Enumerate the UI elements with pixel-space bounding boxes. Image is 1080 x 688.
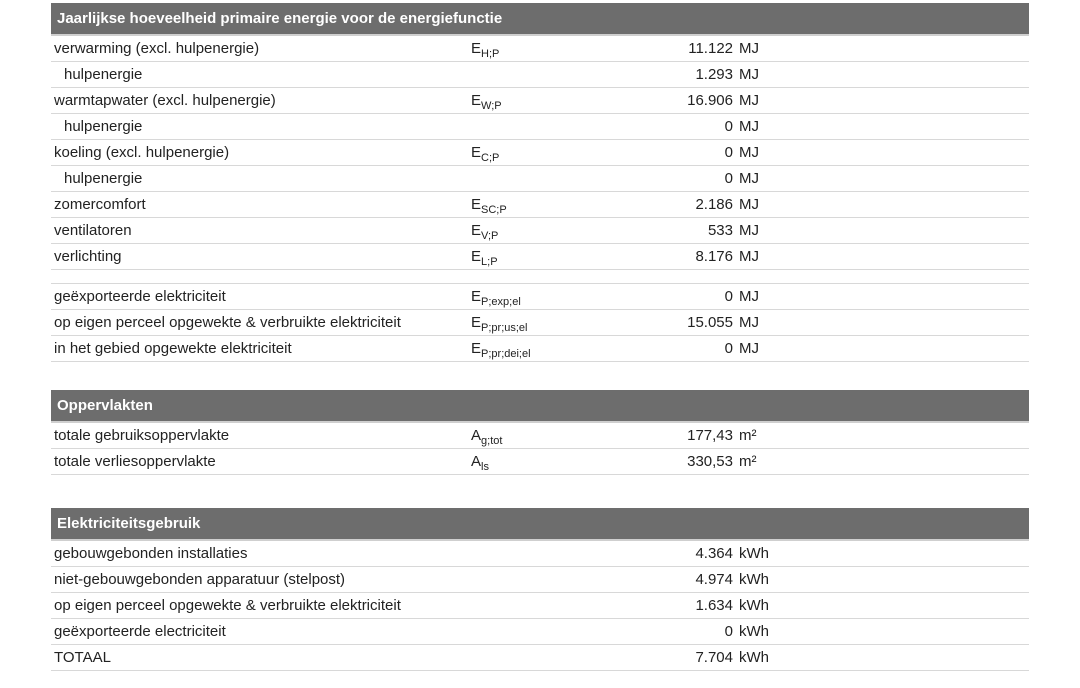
table-row: [51, 193, 1029, 218]
row-symbol: $E_{V;P}$: [471, 222, 499, 242]
row-value: 15.055: [687, 314, 733, 331]
row-label: verlichting: [54, 248, 122, 265]
row-unit: kWh: [739, 649, 769, 666]
table-row: [51, 63, 1029, 88]
row-symbol: $E_{SC;P}$: [471, 196, 507, 216]
row-value: 0: [724, 118, 733, 135]
row-label: geëxporteerde elektriciteit: [54, 288, 226, 305]
row-label: niet-gebouwgebonden apparatuur (stelpost): [54, 571, 346, 588]
row-unit: kWh: [739, 545, 769, 562]
row-label: in het gebied opgewekte elektriciteit: [54, 340, 292, 357]
row-label: zomercomfort: [54, 196, 146, 213]
row-label: hulpenergie: [64, 118, 143, 135]
row-value: 533: [707, 222, 733, 239]
row-unit: MJ: [739, 118, 759, 135]
table-row: [51, 219, 1029, 244]
row-label: verwarming (excl. hulpenergie): [54, 40, 260, 57]
section-header: Jaarlijkse hoeveelheid primaire energie voor de energiefunctie: [51, 3, 1029, 36]
table-row: [51, 337, 1029, 362]
table-row: [51, 311, 1029, 336]
row-unit: MJ: [739, 288, 759, 305]
row-symbol: $E_{P;exp;el}$: [471, 288, 521, 308]
row-unit: MJ: [739, 92, 759, 109]
row-value: 8.176: [695, 248, 733, 265]
row-label: TOTAAL: [54, 649, 111, 666]
table-row: [51, 37, 1029, 62]
table-row: [51, 115, 1029, 140]
row-label: koeling (excl. hulpenergie): [54, 144, 230, 161]
row-unit: MJ: [739, 170, 759, 187]
row-symbol: $E_{H;P}$: [471, 40, 500, 60]
row-label: totale gebruiksoppervlakte: [54, 427, 230, 444]
row-value: 7.704: [695, 649, 733, 666]
row-symbol: $A_{g;tot}$: [471, 427, 503, 447]
table-row: [51, 141, 1029, 166]
electricity-section: [51, 508, 1029, 671]
table-row: [51, 285, 1029, 310]
row-symbol: $A_{ls}$: [471, 453, 489, 473]
row-value: 0: [724, 288, 733, 305]
table-row: [51, 424, 1029, 449]
row-unit: MJ: [739, 248, 759, 265]
row-unit: MJ: [739, 144, 759, 161]
row-unit: kWh: [739, 623, 769, 640]
row-value: 0: [724, 340, 733, 357]
row-value: 0: [724, 170, 733, 187]
row-value: 1.634: [695, 597, 733, 614]
row-value: 0: [724, 623, 733, 640]
row-label: hulpenergie: [64, 66, 143, 83]
row-unit: MJ: [739, 340, 759, 357]
row-unit: MJ: [739, 222, 759, 239]
row-spacer: [51, 271, 1029, 284]
table-row: [51, 620, 1029, 645]
row-label: hulpenergie: [64, 170, 143, 187]
row-symbol: $E_{P;pr;dei;el}$: [471, 340, 531, 360]
row-value: 4.974: [695, 571, 733, 588]
row-unit: MJ: [739, 40, 759, 57]
row-symbol: $E_{L;P}$: [471, 248, 498, 268]
row-value: 2.186: [695, 196, 733, 213]
row-value: 4.364: [695, 545, 733, 562]
row-label: gebouwgebonden installaties: [54, 545, 248, 562]
row-unit: MJ: [739, 314, 759, 331]
row-value: 177,43: [687, 427, 733, 444]
row-label: geëxporteerde electriciteit: [54, 623, 226, 640]
row-unit: m²: [739, 453, 757, 470]
row-value: 330,53: [687, 453, 733, 470]
row-unit: m²: [739, 427, 757, 444]
table-row: [51, 245, 1029, 270]
row-symbol: $E_{P;pr;us;el}$: [471, 314, 528, 334]
row-label: op eigen perceel opgewekte & verbruikte elektriciteit: [54, 314, 401, 331]
row-label: warmtapwater (excl. hulpenergie): [54, 92, 276, 109]
row-symbol: $E_{W;P}$: [471, 92, 502, 112]
table-row: [51, 89, 1029, 114]
row-unit: kWh: [739, 571, 769, 588]
table-row: [51, 542, 1029, 567]
row-unit: kWh: [739, 597, 769, 614]
table-row: [51, 568, 1029, 593]
row-label: op eigen perceel opgewekte & verbruikte elektriciteit: [54, 597, 401, 614]
row-value: 1.293: [695, 66, 733, 83]
table-row-total: [51, 646, 1029, 671]
row-unit: MJ: [739, 66, 759, 83]
row-value: 11.122: [688, 40, 733, 57]
row-value: 16.906: [687, 92, 733, 109]
primary-energy-section: [51, 3, 1029, 362]
section-header: Oppervlakten: [51, 390, 1029, 423]
row-label: totale verliesoppervlakte: [54, 453, 216, 470]
table-row: [51, 594, 1029, 619]
row-label: ventilatoren: [54, 222, 132, 239]
row-symbol: $E_{C;P}$: [471, 144, 500, 164]
area-section: [51, 390, 1029, 475]
section-header: Elektriciteitsgebruik: [51, 508, 1029, 541]
row-value: 0: [724, 144, 733, 161]
table-row: [51, 167, 1029, 192]
table-row: [51, 450, 1029, 475]
row-unit: MJ: [739, 196, 759, 213]
